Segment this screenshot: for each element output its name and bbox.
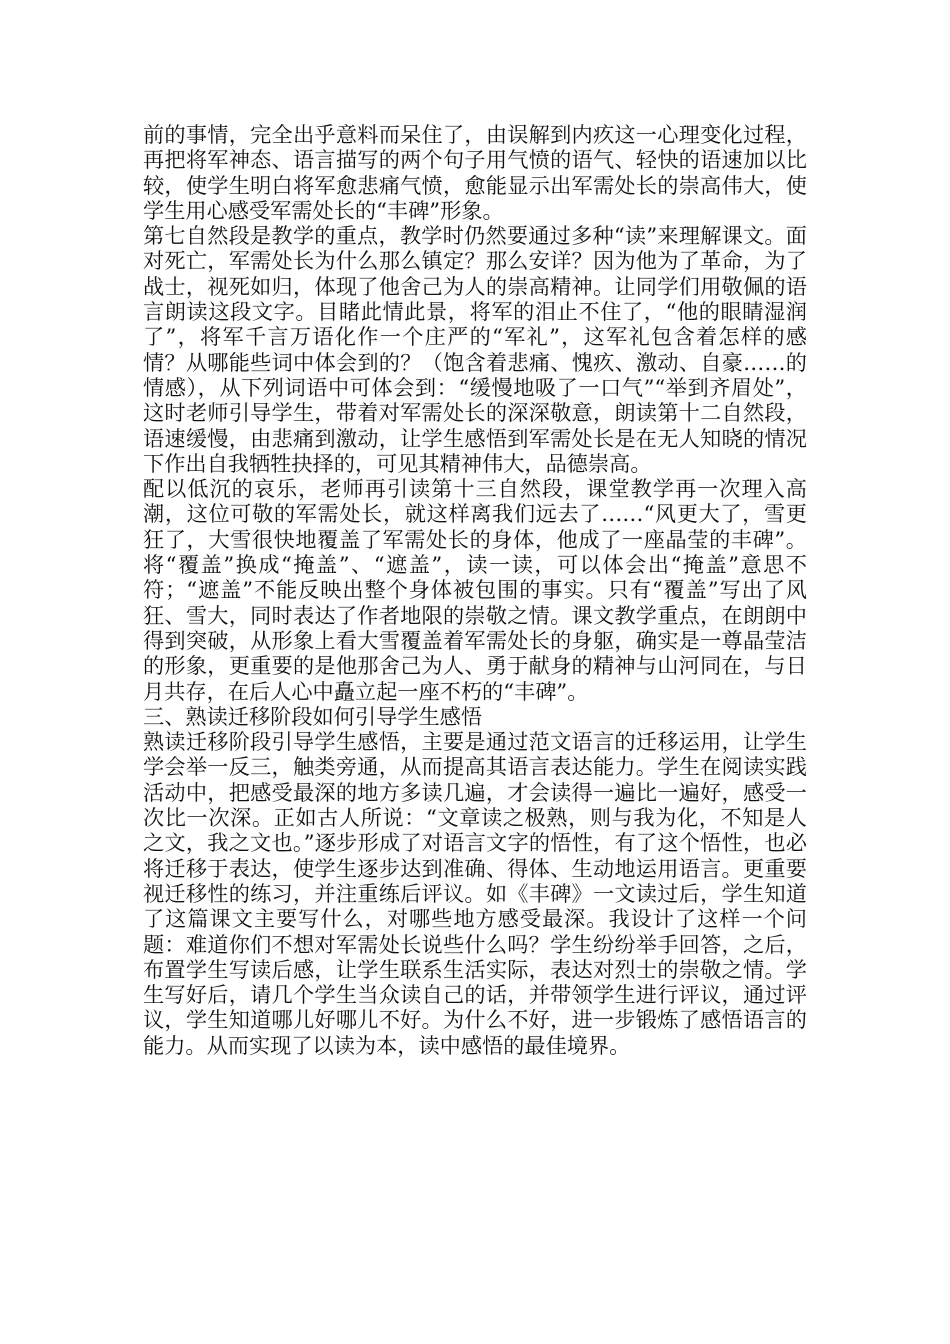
paragraph-1: 前的事情，完全出乎意料而呆住了，由误解到内疚这一心理变化过程，再把将军神态、语言描写的两个句子用气愤的语气、轻快的语速加以比较，使学生明白将军愈悲痛气愤，愈能显示出军需处长的崇高伟大，使学生用心感受军需处长的“丰碑”形象。 xyxy=(143,122,807,223)
paragraph-4: 熟读迁移阶段引导学生感悟，主要是通过范文语言的迁移运用，让学生学会举一反三，触类旁通，从而提高其语言表达能力。学生在阅读实践活动中，把感受最深的地方多读几遍，才会读得一遍比一遍好，感受一次比一次深。正如古人所说：“文章读之极熟，则与我为化，不知是人之文，我之文也。”逐步形成了对语言文字的悟性，有了这个悟性，也必将迁移于表达，使学生逐步达到准确、得体、生动地运用语言。更重要视迁移性的练习，并注重练后评议。如《丰碑》一文读过后，学生知道了这篇课文主要写什么，对哪些地方感受最深。我设计了这样一个问题：难道你们不想对军需处长说些什么吗？学生纷纷举手回答，之后，布置学生写读后感，让学生联系生活实际，表达对烈士的崇敬之情。学生写好后，请几个学生当众读自己的话，并带领学生进行评议，通过评议，学生知道哪儿好哪儿不好。为什么不好，进一步锻炼了感悟语言的能力。从而实现了以读为本，读中感悟的最佳境界。 xyxy=(143,729,807,1058)
paragraph-2: 第七自然段是教学的重点，教学时仍然要通过多种“读”来理解课文。面对死亡，军需处长为什么那么镇定？那么安详？因为他为了革命，为了战士，视死如归，体现了他舍己为人的崇高精神。让同学们用敬佩的语言朗读这段文字。目睹此情此景，将军的泪止不住了，“他的眼睛湿润了”，将军千言万语化作一个庄严的“军礼”，这军礼包含着怎样的感情？从哪能些词中体会到的？（饱含着悲痛、愧疚、激动、自豪……的情感），从下列词语中可体会到：“缓慢地吸了一口气”“举到齐眉处”，这时老师引导学生，带着对军需处长的深深敬意，朗读第十二自然段，语速缓慢，由悲痛到激动，让学生感悟到军需处长是在无人知晓的情况下作出自我牺牲抉择的，可见其精神伟大，品德崇高。 xyxy=(143,223,807,476)
section-heading: 三、熟读迁移阶段如何引导学生感悟 xyxy=(143,703,483,729)
document-page xyxy=(143,122,807,1058)
paragraph-3: 配以低沉的哀乐，老师再引读第十三自然段，课堂教学再一次理入高潮，这位可敬的军需处长，就这样离我们远去了……“风更大了，雪更狂了，大雪很快地覆盖了军需处长的身体，他成了一座晶莹的丰碑”。将“覆盖”换成“掩盖”、“遮盖”，读一读，可以体会出“掩盖”意思不符；“遮盖”不能反映出整个身体被包围的事实。只有“覆盖”写出了风狂、雪大，同时表达了作者地限的崇敬之情。课文教学重点，在朗朗中得到突破，从形象上看大雪覆盖着军需处长的身躯，确实是一尊晶莹洁的形象，更重要的是他那舍己为人、勇于献身的精神与山河同在，与日月共存，在后人心中矗立起一座不朽的“丰碑”。 xyxy=(143,476,807,704)
